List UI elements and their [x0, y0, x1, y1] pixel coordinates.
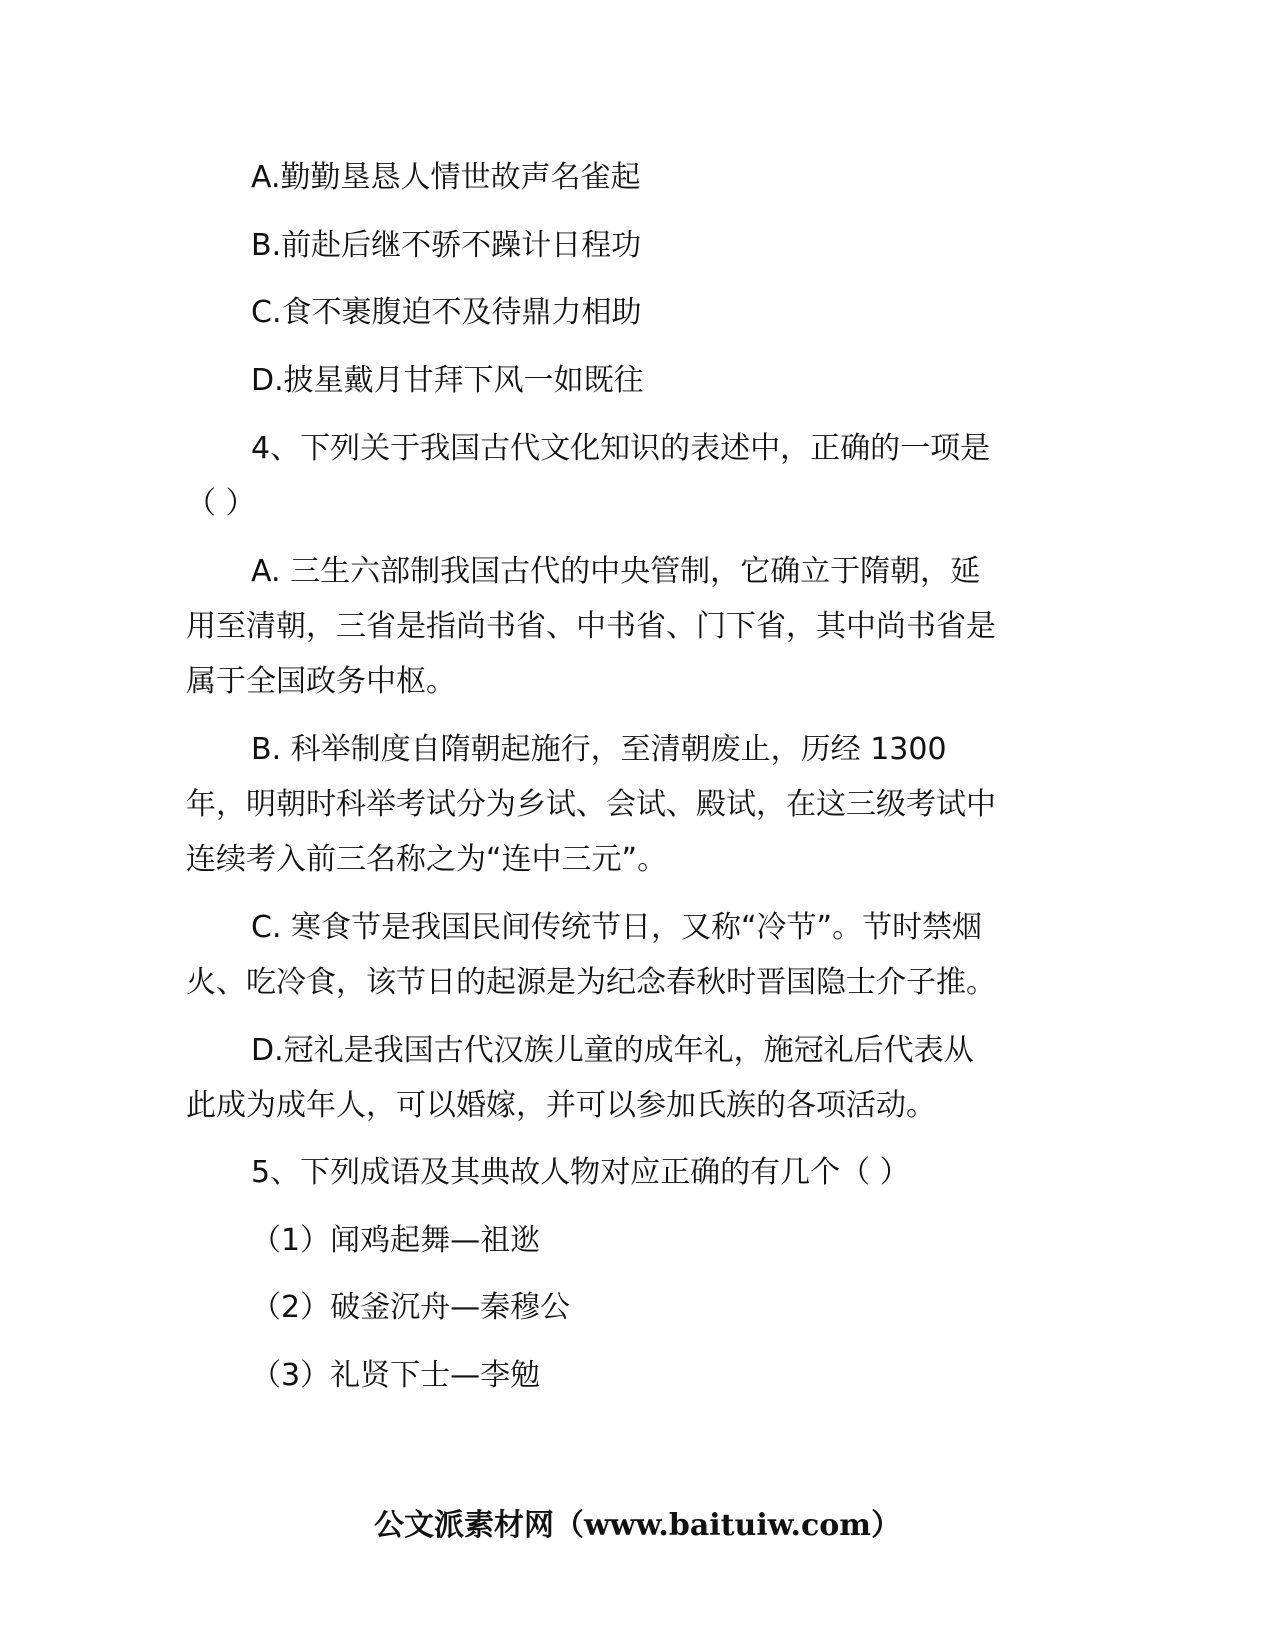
q4-stem-line1: 4、下列关于我国古代文化知识的表述中，正确的一项是	[251, 431, 991, 466]
q4-option-c-line1: C. 寒食节是我国民间传统节日，又称“冷节”。节时禁烟	[251, 910, 983, 945]
q4-option-a-line2: 用至清朝，三省是指尚书省、中书省、门下省，其中尚书省是	[186, 609, 996, 644]
q4-option-b-line2: 年，明朝时科举考试分为乡试、会试、殿试，在这三级考试中	[186, 787, 996, 822]
q3-option-a: A.勤勤垦恳人情世故声名雀起	[251, 160, 641, 195]
footer-watermark: 公文派素材网（www.baituiw.com）	[373, 1508, 902, 1543]
q4-option-b-line1: B. 科举制度自隋朝起施行，至清朝废止，历经 1300	[251, 732, 947, 767]
q4-option-d-line2: 此成为成年人，可以婚嫁，并可以参加氏族的各项活动。	[186, 1088, 936, 1123]
q4-stem-line2: （ ）	[186, 486, 256, 521]
q4-option-a-line1: A. 三生六部制我国古代的中央管制，它确立于隋朝，延	[251, 554, 981, 589]
q5-stem: 5、下列成语及其典故人物对应正确的有几个（ ）	[251, 1155, 910, 1190]
q5-item-1: （1）闻鸡起舞—祖逖	[251, 1223, 541, 1258]
q4-option-c-line2: 火、吃冷食，该节日的起源是为纪念春秋时晋国隐士介子推。	[186, 965, 996, 1000]
q3-option-d: D.披星戴月甘拜下风一如既往	[251, 363, 644, 398]
q4-option-b-line3: 连续考入前三名称之为“连中三元”。	[186, 842, 668, 877]
q5-item-2: （2）破釜沉舟—秦穆公	[251, 1290, 571, 1325]
q4-option-a-line3: 属于全国政务中枢。	[186, 664, 456, 699]
q3-option-c: C.食不裹腹迫不及待鼎力相助	[251, 295, 642, 330]
q3-option-b: B.前赴后继不骄不躁计日程功	[251, 228, 642, 263]
q5-item-3: （3）礼贤下士—李勉	[251, 1358, 541, 1393]
q4-option-d-line1: D.冠礼是我国古代汉族儿童的成年礼，施冠礼后代表从	[251, 1033, 974, 1068]
